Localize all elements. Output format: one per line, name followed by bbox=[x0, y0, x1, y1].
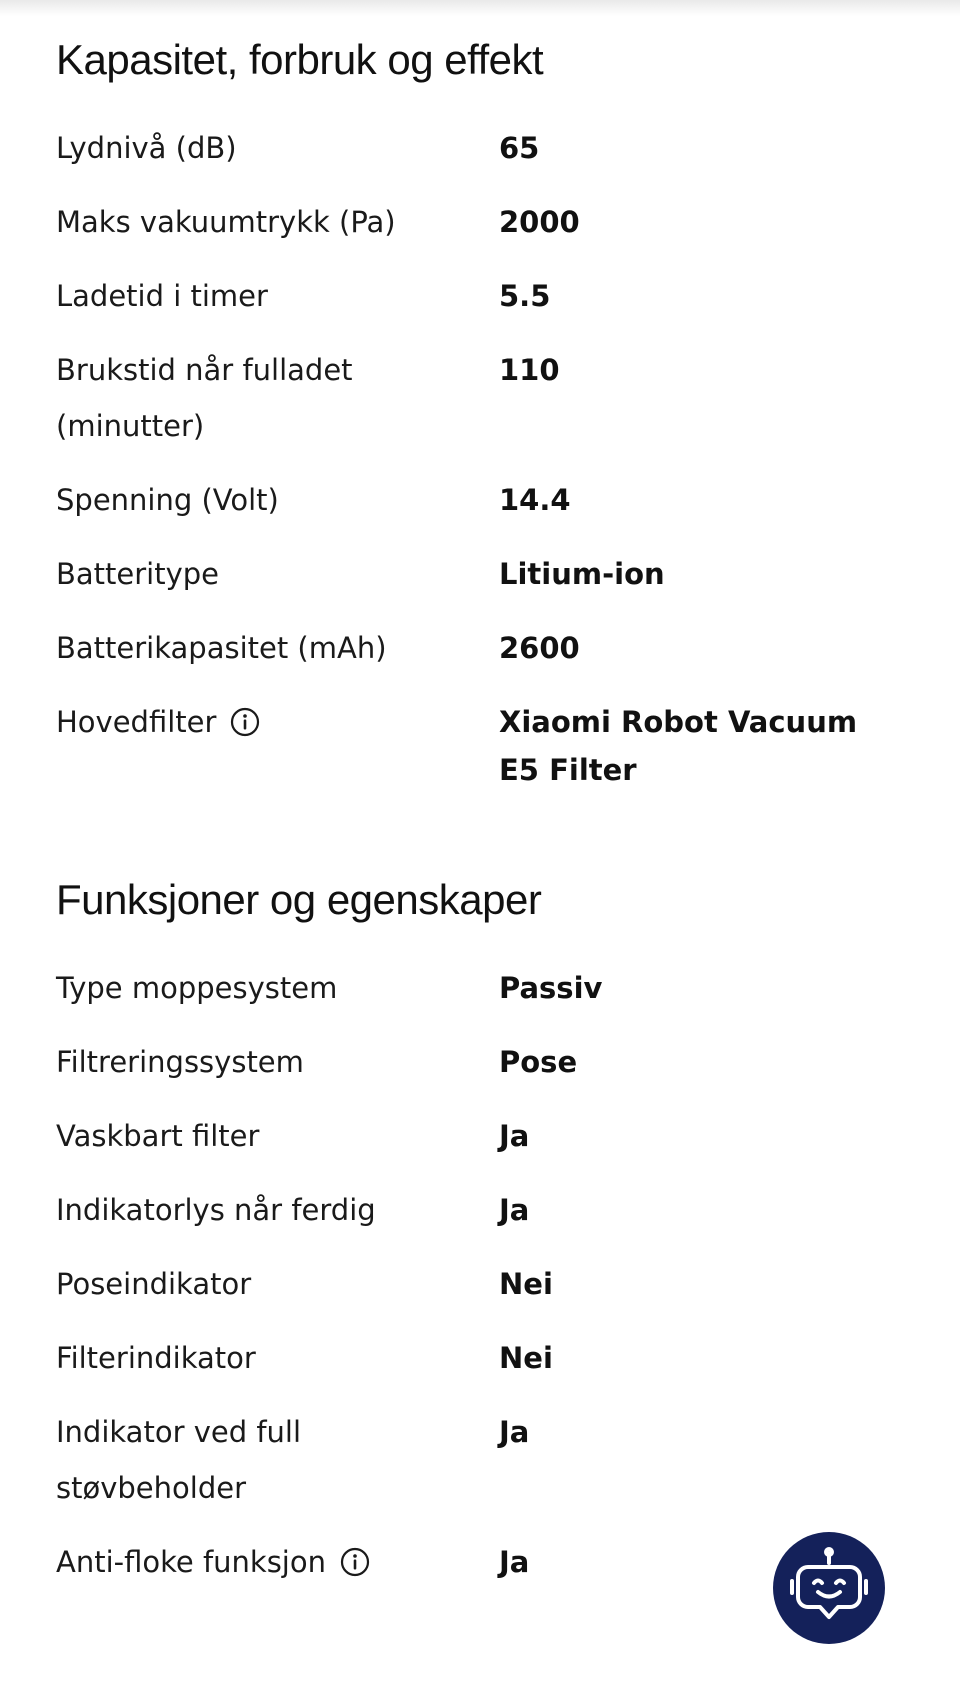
spec-label-text: Spenning (Volt) bbox=[56, 483, 279, 517]
spec-value: Xiaomi Robot Vacuum E5 Filter bbox=[499, 705, 858, 787]
spec-label bbox=[56, 1404, 499, 1516]
spec-label-text: Lydnivå (dB) bbox=[56, 131, 237, 165]
spec-label-text: Vaskbart filter bbox=[56, 1119, 260, 1153]
info-circle-icon[interactable] bbox=[230, 707, 260, 737]
spec-label-text: Type moppesystem bbox=[56, 971, 338, 1005]
spec-label bbox=[56, 194, 499, 250]
spec-label-text: Ladetid i timer bbox=[56, 279, 268, 313]
spec-label bbox=[56, 620, 499, 676]
spec-label-text: Batteritype bbox=[56, 557, 220, 591]
spec-row-full-bin-indicator bbox=[56, 1404, 916, 1516]
spec-row-main-filter bbox=[56, 694, 916, 794]
section-capacity bbox=[56, 0, 916, 794]
spec-label-text: Filterindikator bbox=[56, 1341, 256, 1375]
spec-value: Ja bbox=[499, 1415, 530, 1449]
spec-value: 14.4 bbox=[499, 483, 571, 517]
spec-row-max-vacuum bbox=[56, 194, 916, 250]
spec-label bbox=[56, 472, 499, 528]
spec-value: 65 bbox=[499, 131, 540, 165]
spec-label-text: Indikatorlys når ferdig bbox=[56, 1193, 376, 1227]
spec-value: Ja bbox=[499, 1193, 530, 1227]
spec-row-mop-system bbox=[56, 960, 916, 1016]
spec-label-text: Batterikapasitet (mAh) bbox=[56, 631, 387, 665]
section-title: Kapasitet, forbruk og effekt bbox=[56, 36, 544, 83]
spec-content bbox=[56, 0, 916, 1590]
spec-list bbox=[56, 120, 916, 794]
spec-label-text: Anti-floke funksjon bbox=[56, 1545, 326, 1579]
spec-value: Nei bbox=[499, 1267, 553, 1301]
spec-value: 110 bbox=[499, 353, 560, 387]
spec-value: 2600 bbox=[499, 631, 580, 665]
spec-label bbox=[56, 1330, 499, 1386]
spec-label-text: Poseindikator bbox=[56, 1267, 252, 1301]
spec-row-washable-filter bbox=[56, 1108, 916, 1164]
spec-label bbox=[56, 1182, 499, 1238]
spec-row-noise-level bbox=[56, 120, 916, 176]
spec-label bbox=[56, 268, 499, 324]
chatbot-button[interactable] bbox=[773, 1532, 885, 1644]
spec-list bbox=[56, 960, 916, 1590]
section-features bbox=[56, 840, 916, 1590]
chatbot-robot-icon bbox=[786, 1545, 872, 1631]
spec-value: Pose bbox=[499, 1045, 578, 1079]
spec-row-battery-capacity bbox=[56, 620, 916, 676]
spec-row-voltage bbox=[56, 472, 916, 528]
spec-row-runtime bbox=[56, 342, 916, 454]
spec-value: 2000 bbox=[499, 205, 580, 239]
spec-label bbox=[56, 1108, 499, 1164]
spec-label bbox=[56, 546, 499, 602]
spec-label-text: Brukstid når fulladet (minutter) bbox=[56, 353, 353, 443]
spec-value: Passiv bbox=[499, 971, 603, 1005]
spec-value: 5.5 bbox=[499, 279, 551, 313]
info-circle-icon[interactable] bbox=[340, 1547, 370, 1577]
spec-row-done-indicator bbox=[56, 1182, 916, 1238]
spec-label bbox=[56, 1534, 499, 1590]
spec-row-filtration bbox=[56, 1034, 916, 1090]
spec-row-charge-time bbox=[56, 268, 916, 324]
spec-label-text: Maks vakuumtrykk (Pa) bbox=[56, 205, 396, 239]
spec-row-battery-type bbox=[56, 546, 916, 602]
spec-label-text: Hovedfilter bbox=[56, 705, 217, 739]
spec-label bbox=[56, 1034, 499, 1090]
spec-label-text: Filtreringssystem bbox=[56, 1045, 304, 1079]
spec-label bbox=[56, 960, 499, 1016]
section-title: Funksjoner og egenskaper bbox=[56, 876, 542, 923]
spec-value: Litium-ion bbox=[499, 557, 665, 591]
spec-row-filter-indicator bbox=[56, 1330, 916, 1386]
spec-value: Ja bbox=[499, 1119, 530, 1153]
spec-value: Nei bbox=[499, 1341, 553, 1375]
spec-label bbox=[56, 342, 499, 454]
spec-row-bag-indicator bbox=[56, 1256, 916, 1312]
spec-label-text: Indikator ved full støvbeholder bbox=[56, 1415, 302, 1505]
spec-label bbox=[56, 120, 499, 176]
spec-value: Ja bbox=[499, 1545, 530, 1579]
spec-label bbox=[56, 694, 499, 750]
spec-label bbox=[56, 1256, 499, 1312]
